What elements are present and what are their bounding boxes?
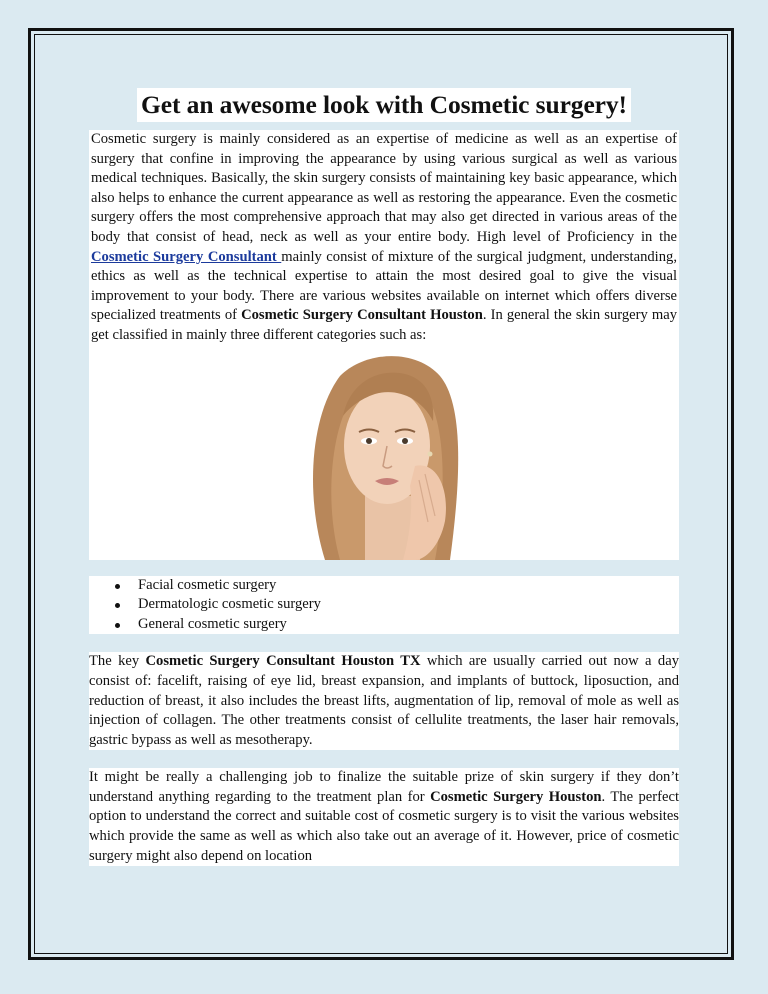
- cosmetic-surgery-consultant-link[interactable]: Cosmetic Surgery Consultant: [91, 248, 282, 265]
- surgery-category-list: [89, 576, 679, 635]
- document-page: [89, 88, 679, 866]
- intro-bold-keyword: Cosmetic Surgery Consultant Houston: [241, 307, 483, 324]
- list-item: [109, 595, 679, 615]
- list-item: [109, 615, 679, 635]
- bullet-icon: [115, 603, 120, 608]
- para3-bold-keyword: Cosmetic Surgery Houston: [430, 788, 602, 805]
- intro-text-3: . In general the skin surgery may get classified in mainly three different categories such as:: [91, 307, 677, 343]
- para2-text-1: The key: [89, 653, 146, 670]
- intro-paragraph: [89, 130, 679, 346]
- intro-text-1: Cosmetic surgery is mainly considered as an expertise of medicine as well as an expertise of surgery that confine in improving the appearance by using various surgical as well as various medical techniques. Basically, the skin surgery consists of maintaining key basic appearance, which also helps to enhance the current appearance as well as restoring the appearance. Even the cosmetic surgery offers the most comprehensive approach that may also get directed in various areas of the body that consist of head, neck as well as your entire body. High level of Proficiency in the: [91, 131, 677, 245]
- list-item-label: General cosmetic surgery: [138, 615, 287, 632]
- list-item: [109, 576, 679, 596]
- para2-text-2: which are usually carried out now a day consist of: facelift, raising of eye lid, breast expansion, and implants of buttock, liposuction, and reduction of breast, it also includes the breast lifts, augmentation of lip, removal of mole as well as injection of collagen. The other treatments consist of cellulite treatments, the laser hair removals, gastric bypass as well as mesotherapy.: [89, 653, 679, 748]
- treatments-paragraph: [89, 652, 679, 750]
- woman-portrait-illustration: [285, 346, 485, 560]
- list-item-label: Dermatologic cosmetic surgery: [138, 596, 321, 613]
- woman-face-image: [89, 346, 679, 560]
- para2-bold-keyword: Cosmetic Surgery Consultant Houston TX: [145, 653, 421, 670]
- spacer: [89, 750, 679, 768]
- list-item-label: Facial cosmetic surgery: [138, 576, 277, 593]
- bullet-icon: [115, 584, 120, 589]
- para3-text-1: It might be really a challenging job to finalize the suitable prize of skin surgery if they don’t understand anything regarding to the treatment plan for: [89, 769, 679, 805]
- pricing-paragraph: [89, 768, 679, 866]
- para3-text-2: . The perfect option to understand the correct and suitable cost of cosmetic surgery is to visit the various websites which provide the same as well as which also take out an average of it. However, price of cosmetic surgery might also depend on location: [89, 788, 679, 864]
- page-title: Get an awesome look with Cosmetic surgery!: [137, 88, 631, 122]
- spacer: [89, 634, 679, 652]
- title-wrap: [89, 88, 679, 122]
- intro-text-2: mainly consist of mixture of the surgical judgment, understanding, ethics as well as the technical expertise to attain the most desired goal to give the visual improvement to your body. There are various websites available on internet which offers diverse specialized treatments of: [91, 248, 677, 324]
- bullet-icon: [115, 623, 120, 628]
